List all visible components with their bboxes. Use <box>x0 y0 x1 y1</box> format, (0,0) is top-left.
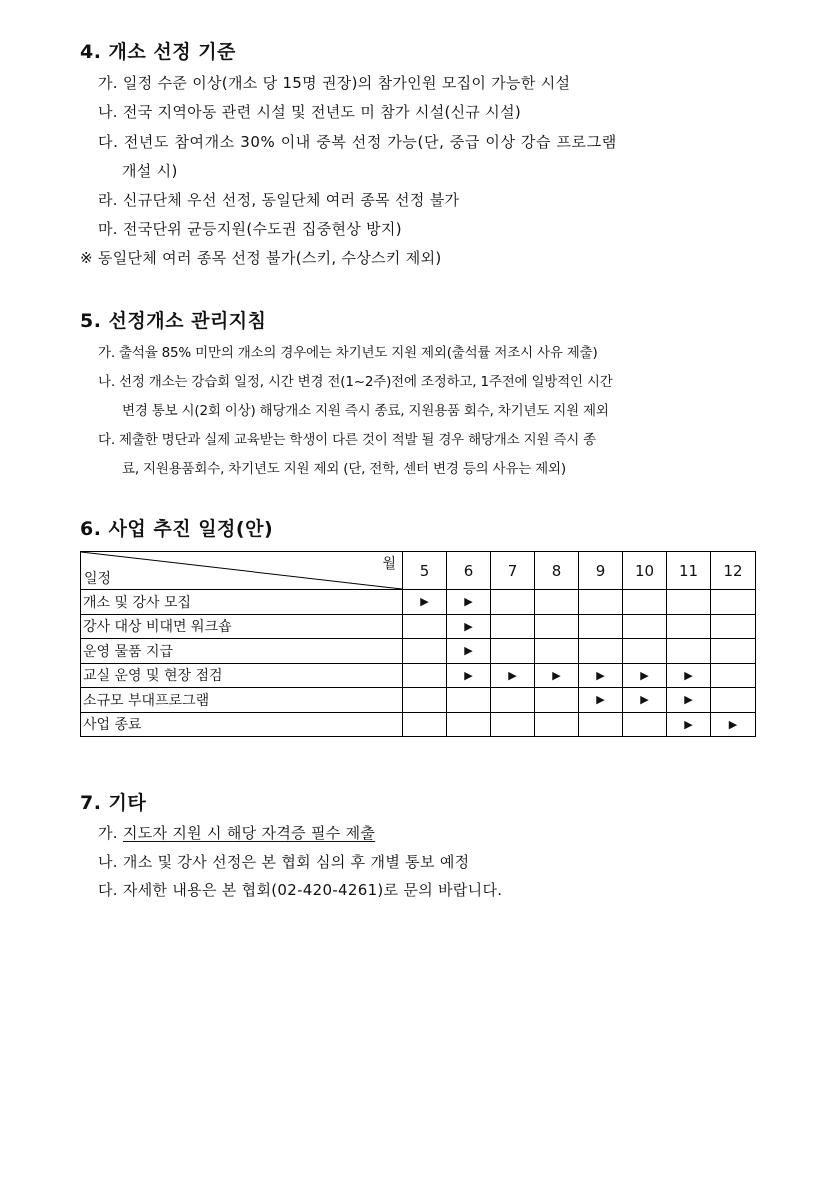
schedule-mark-icon: ▶ <box>447 614 491 639</box>
schedule-empty-cell <box>711 663 756 688</box>
schedule-header-row <box>81 552 756 590</box>
schedule-empty-cell <box>447 712 491 737</box>
section-7-item-ga <box>98 822 375 843</box>
schedule-mark-icon: ▶ <box>623 663 667 688</box>
schedule-empty-cell <box>579 614 623 639</box>
schedule-empty-cell <box>667 590 711 615</box>
section-4-item-da-cont: 개설 시) <box>122 162 178 180</box>
section-7-item-da: 다. 자세한 내용은 본 협회(02-420-4261)로 문의 바랍니다. <box>98 881 503 899</box>
schedule-empty-cell <box>491 639 535 664</box>
section-5-item-na: 나. 선정 개소는 강습회 일정, 시간 변경 전(1~2주)전에 조정하고, 1주전에 일방적인 시간 <box>98 374 613 390</box>
schedule-empty-cell <box>535 614 579 639</box>
section-4-note: ※ 동일단체 여러 종목 선정 불가(스키, 수상스키 제외) <box>80 249 442 267</box>
schedule-empty-cell <box>623 614 667 639</box>
section-7-item-na: 나. 개소 및 강사 선정은 본 협회 심의 후 개별 통보 예정 <box>98 853 470 871</box>
schedule-mark-icon: ▶ <box>447 590 491 615</box>
schedule-empty-cell <box>535 590 579 615</box>
schedule-empty-cell <box>403 663 447 688</box>
schedule-empty-cell <box>711 590 756 615</box>
schedule-mark-icon: ▶ <box>711 712 756 737</box>
schedule-row <box>81 639 756 664</box>
schedule-task-label: 개소 및 강사 모집 <box>81 590 403 615</box>
section-7-item-ga-prefix: 가. <box>98 824 123 842</box>
schedule-empty-cell <box>623 712 667 737</box>
schedule-empty-cell <box>623 639 667 664</box>
section-5-item-da: 다. 제출한 명단과 실제 교육받는 학생이 다른 것이 적발 될 경우 해당개소 지원 즉시 종 <box>98 432 596 448</box>
schedule-empty-cell <box>535 712 579 737</box>
schedule-task-label: 사업 종료 <box>81 712 403 737</box>
schedule-mark-icon: ▶ <box>667 688 711 713</box>
schedule-empty-cell <box>403 639 447 664</box>
schedule-table <box>80 551 756 737</box>
schedule-task-label: 운영 물품 지급 <box>81 639 403 664</box>
corner-month-label: 월 <box>382 556 396 572</box>
schedule-task-label: 강사 대상 비대면 워크숍 <box>81 614 403 639</box>
section-4-item-na: 나. 전국 지역아동 관련 시설 및 전년도 미 참가 시설(신규 시설) <box>98 103 522 121</box>
schedule-empty-cell <box>491 712 535 737</box>
schedule-row <box>81 663 756 688</box>
schedule-mark-icon: ▶ <box>535 663 579 688</box>
schedule-empty-cell <box>535 639 579 664</box>
schedule-corner-cell <box>81 552 403 590</box>
diagonal-divider <box>81 552 402 589</box>
schedule-empty-cell <box>491 590 535 615</box>
month-header: 9 <box>579 552 623 590</box>
schedule-empty-cell <box>623 590 667 615</box>
month-header: 6 <box>447 552 491 590</box>
schedule-row <box>81 614 756 639</box>
section-4-item-ma: 마. 전국단위 균등지원(수도권 집중현상 방지) <box>98 220 402 238</box>
schedule-mark-icon: ▶ <box>667 663 711 688</box>
section-4-title: 4. 개소 선정 기준 <box>80 41 236 63</box>
section-5-item-ga: 가. 출석율 85% 미만의 개소의 경우에는 차기년도 지원 제외(출석률 저조시 사유 제출) <box>98 345 598 361</box>
schedule-row <box>81 688 756 713</box>
section-5-item-da-cont: 료, 지원용품회수, 차기년도 지원 제외 (단, 전학, 센터 변경 등의 사유는 제외) <box>122 461 566 477</box>
schedule-task-label: 교실 운영 및 현장 점검 <box>81 663 403 688</box>
schedule-empty-cell <box>711 639 756 664</box>
schedule-empty-cell <box>667 639 711 664</box>
schedule-mark-icon: ▶ <box>447 663 491 688</box>
schedule-mark-icon: ▶ <box>623 688 667 713</box>
schedule-empty-cell <box>403 614 447 639</box>
schedule-empty-cell <box>447 688 491 713</box>
schedule-mark-icon: ▶ <box>667 712 711 737</box>
month-header: 10 <box>623 552 667 590</box>
section-4-item-da: 다. 전년도 참여개소 30% 이내 중복 선정 가능(단, 중급 이상 강습 프로그램 <box>98 133 617 151</box>
schedule-empty-cell <box>711 614 756 639</box>
schedule-empty-cell <box>403 712 447 737</box>
section-7-title: 7. 기타 <box>80 792 147 814</box>
schedule-mark-icon: ▶ <box>447 639 491 664</box>
section-5-item-na-cont: 변경 통보 시(2회 이상) 해당개소 지원 즉시 종료, 지원용품 회수, 차기년도 지원 제외 <box>122 403 609 419</box>
month-header: 5 <box>403 552 447 590</box>
schedule-task-label: 소규모 부대프로그램 <box>81 688 403 713</box>
schedule-empty-cell <box>579 639 623 664</box>
section-6-title: 6. 사업 추진 일정(안) <box>80 518 274 540</box>
schedule-mark-icon: ▶ <box>579 688 623 713</box>
schedule-row <box>81 590 756 615</box>
month-header: 7 <box>491 552 535 590</box>
corner-task-label: 일정 <box>84 571 112 587</box>
month-header: 12 <box>711 552 756 590</box>
section-4-item-ga: 가. 일정 수준 이상(개소 당 15명 권장)의 참가인원 모집이 가능한 시설 <box>98 74 571 92</box>
schedule-mark-icon: ▶ <box>579 663 623 688</box>
section-4-item-ra: 라. 신규단체 우선 선정, 동일단체 여러 종목 선정 불가 <box>98 191 460 209</box>
month-header: 8 <box>535 552 579 590</box>
schedule-empty-cell <box>579 712 623 737</box>
schedule-row <box>81 712 756 737</box>
schedule-empty-cell <box>491 688 535 713</box>
schedule-mark-icon: ▶ <box>403 590 447 615</box>
certificate-requirement-text: 지도자 지원 시 해당 자격증 필수 제출 <box>122 824 376 842</box>
schedule-empty-cell <box>403 688 447 713</box>
schedule-mark-icon: ▶ <box>491 663 535 688</box>
schedule-empty-cell <box>579 590 623 615</box>
schedule-empty-cell <box>667 614 711 639</box>
schedule-empty-cell <box>711 688 756 713</box>
schedule-empty-cell <box>491 614 535 639</box>
schedule-empty-cell <box>535 688 579 713</box>
section-5-title: 5. 선정개소 관리지침 <box>80 310 267 332</box>
month-header: 11 <box>667 552 711 590</box>
